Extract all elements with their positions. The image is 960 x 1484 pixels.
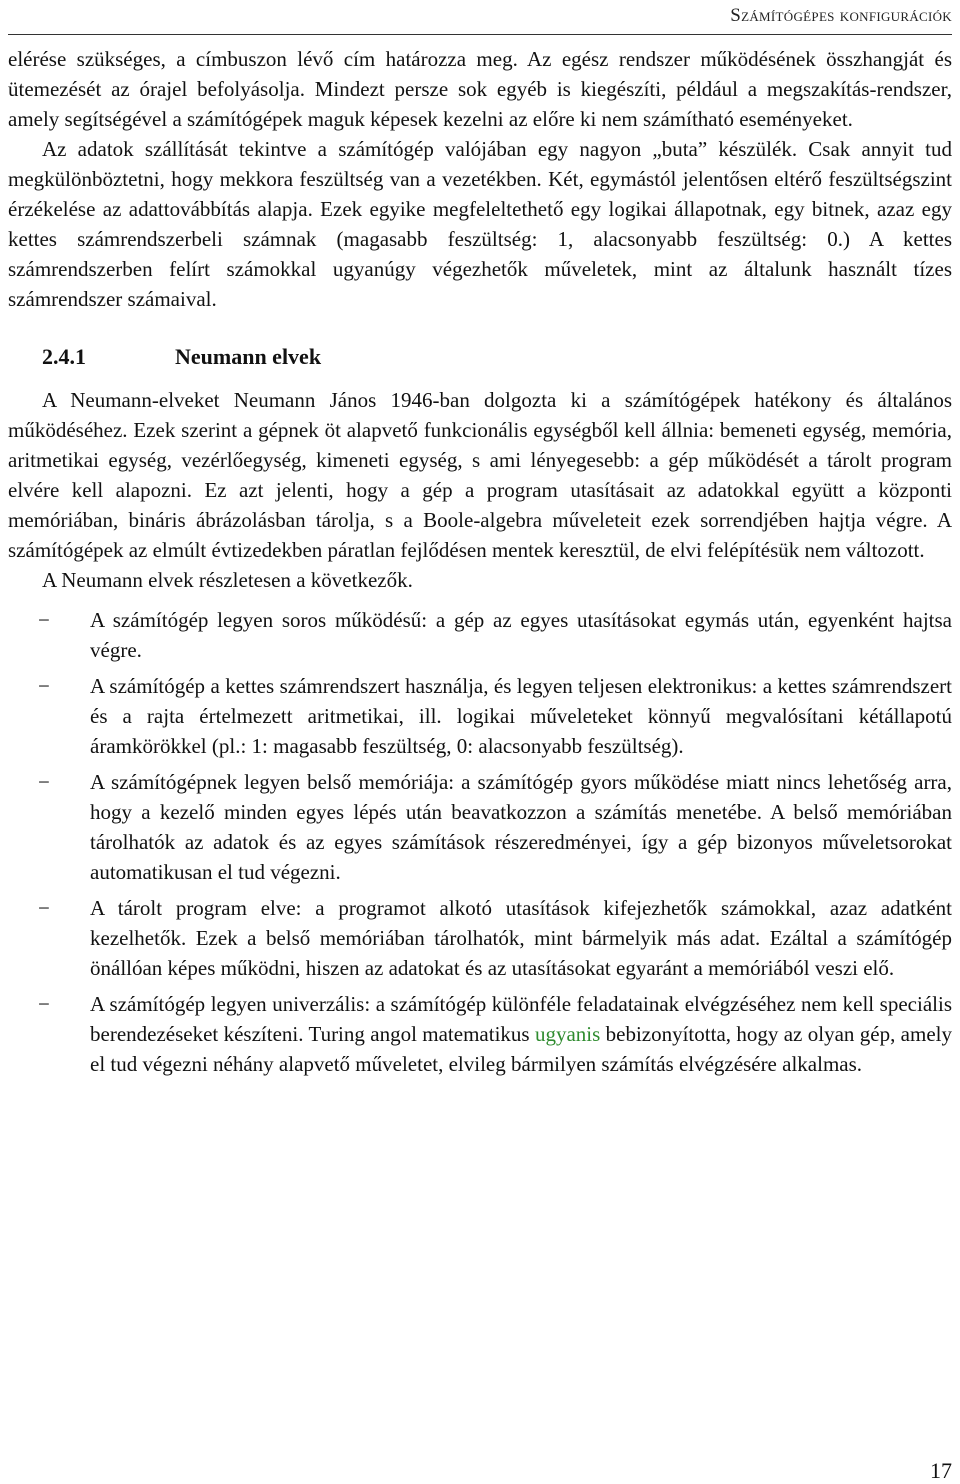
list-item-text: A számítógép legyen soros működésű: a gép az egyes utasításokat egymás után, egyenként hajtsa végre. <box>90 608 952 662</box>
list-item <box>8 989 952 1079</box>
list-item <box>8 893 952 983</box>
dash-bullet-icon: − <box>38 992 50 1016</box>
dash-bullet-icon: − <box>38 896 50 920</box>
paragraph-data-transfer: Az adatok szállítását tekintve a számítógép valójában egy nagyon „buta” készülék. Csak annyit tud megkülönböztetni, hogy mekkora feszültség van a vezetékben. Két, egymástól jelentősen eltérő feszültségszint érzékelése az adattovábbítás alapja. Ezek egyike megfeleltethető egy logikai állapotnak, egy bitnek, azaz egy kettes számrendszerbeli számnak (magasabb feszültség: 1, alacsonyabb feszültség: 0.) A kettes számrendszerben felírt számokkal ugyanúgy végezhetők műveletek, mint az általunk használt tízes számrendszer számaival. <box>8 137 952 311</box>
glossary-link[interactable]: ugyanis <box>534 1022 601 1046</box>
section-title: Neumann elvek <box>175 344 322 369</box>
dash-bullet-icon: − <box>38 608 50 632</box>
neumann-principles-list <box>8 605 952 1079</box>
section-heading <box>8 342 952 372</box>
list-item-text: A számítógépnek legyen belső memóriája: a számítógép gyors működése miatt nincs lehetőség arra, hogy a kezelő minden egyes lépés után beavatkozzon a számítás menetébe. A belső memóriában tárolhatók az adatok és az egyes számítások részeredményei, így a gép bizonyos műveletsorokat automatikusan el tud végezni. <box>90 770 952 884</box>
list-item <box>8 767 952 887</box>
paragraph-neumann-details-lead: A Neumann elvek részletesen a következők. <box>42 568 413 592</box>
list-item <box>8 605 952 665</box>
list-item-text-before-link: A számítógép legyen univerzális: a számítógép különféle feladatainak elvégzéséhez nem kell speciális berendezéseket készíteni. Turing angol matematikus <box>90 992 952 1046</box>
running-header-title: Számítógépes konfigurációk <box>730 5 952 26</box>
page-number: 17 <box>930 1458 952 1483</box>
dash-bullet-icon: − <box>38 770 50 794</box>
list-item-text: A számítógép a kettes számrendszert használja, és legyen teljesen elektronikus: a kettes számrendszert és a rajta értelmezett aritmetikai, ill. logikai műveleteket könnyű megvalósítani kétállapotú áramkörökkel (pl.: 1: magasabb feszültség, 0: alacsonyabb feszültség). <box>90 674 952 758</box>
list-item <box>8 671 952 761</box>
running-header <box>8 0 952 35</box>
paragraph-continuation: elérése szükséges, a címbuszon lévő cím határozza meg. Az egész rendszer működésének összhangját és ütemezését az órajel befolyásolja. Mindezt persze sok egyéb is kiegészíti, például a megszakítás-rendszer, amely segítségével a számítógépek maguk képesek kezelni az előre ki nem számítható eseményeket. <box>8 47 952 131</box>
paragraph-neumann-intro: A Neumann-elveket Neumann János 1946-ban dolgozta ki a számítógépek hatékony és általános működéséhez. Ezek szerint a gépnek öt alapvető funkcionális egységből kell állnia: bemeneti egység, memória, aritmetikai egység, vezérlőegység, kimeneti egység, s ami lényegesebb: a gép működését a tárolt program elvére kell alapozni. Ez azt jelenti, hogy a gép a program utasításait az adatokkal együtt a központi memóriában, bináris ábrázolásban tárolja, s a Boole-algebra műveleteit ezek sorrendjében hajtja végre. A számítógépek az elmúlt évtizedekben páratlan fejlődésen mentek keresztül, de elvi felépítésük nem változott. <box>8 388 952 562</box>
list-item-text-after-link: bebizonyította, hogy az olyan gép, amely el tud végezni néhány alapvető műveletet, elvileg bármilyen számítás elvégzésére alkalmas. <box>90 1022 952 1076</box>
list-item-text: A tárolt program elve: a programot alkotó utasítások kifejezhetők számokkal, azaz adatként kezelhetők. Ezek a belső memóriában tárolhatók, mint bármelyik más adat. Ezáltal a számítógép önállóan képes működni, hiszen az adatokat és az utasításokat egyaránt a memóriából veszi elő. <box>90 896 952 980</box>
dash-bullet-icon: − <box>38 674 50 698</box>
section-number: 2.4.1 <box>42 344 86 369</box>
body-text <box>8 44 952 1085</box>
